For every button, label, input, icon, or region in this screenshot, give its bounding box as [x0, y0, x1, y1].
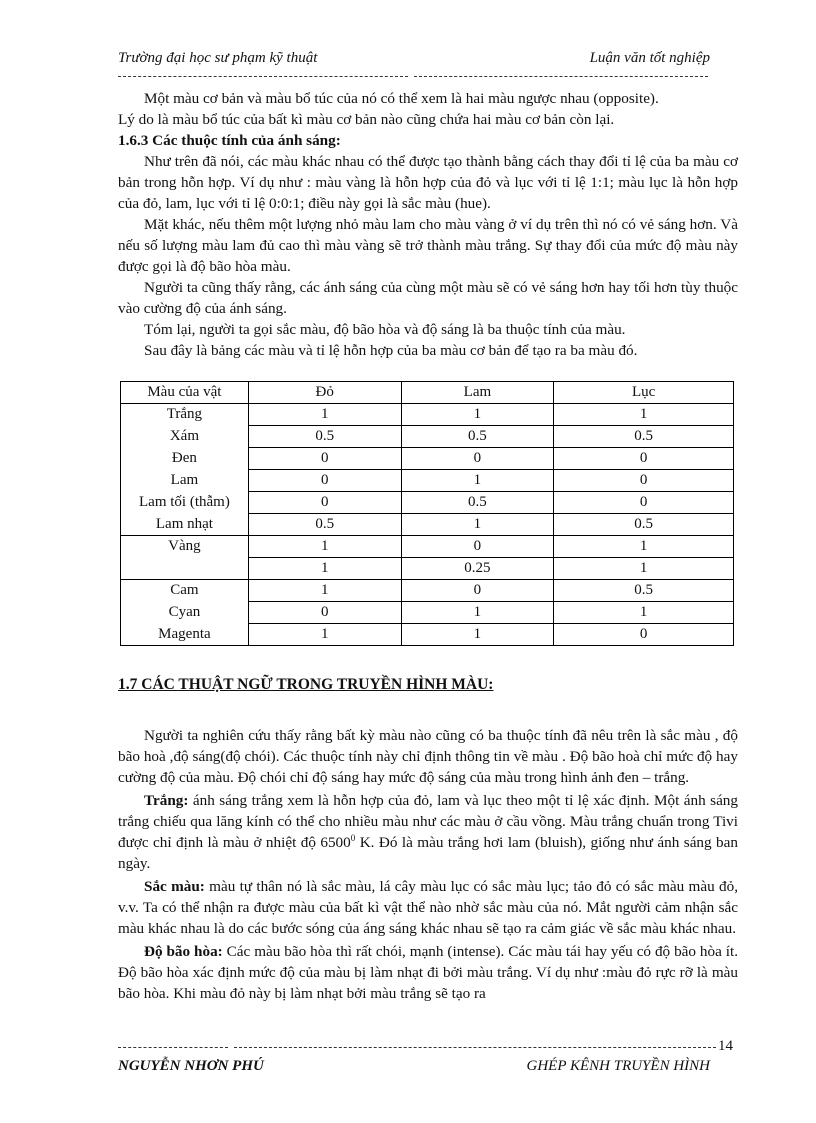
table-row	[121, 492, 734, 514]
color-mix-table	[120, 381, 734, 646]
table-cell-name: Lam tối (thẫm)	[121, 492, 249, 514]
table-row	[121, 404, 734, 426]
paragraph-trang	[118, 790, 738, 874]
table-cell-name: Đen	[121, 448, 249, 470]
paragraph: Một màu cơ bản và màu bổ túc của nó có thể xem là hai màu ngược nhau (opposite).	[144, 90, 659, 107]
table-cell: 1	[554, 404, 734, 426]
table-cell-name: Vàng	[121, 536, 249, 558]
paragraph: Người ta nghiên cứu thấy rằng bất kỳ màu nào cũng có ba thuộc tính đã nêu trên là sắc màu , độ bão hoà ,độ sáng(độ chói). Các thuộc tính này chỉ định thông tin về màu . Độ bão hoà chỉ mức độ hay cường độ của màu. Độ chói chỉ độ sáng hay mức độ sáng của màu trong hình ảnh đen – trắng.	[118, 727, 738, 786]
table-cell-name	[121, 558, 249, 580]
trang-text-a: ánh sáng trắng xem là hỗn hợp của đỏ, lam và lục theo một tỉ lệ xác định. Một ánh sáng trắng chiếu qua lăng kính có thể cho nhiều màu như các màu ở cầu vồng. Màu trắng chuẩn trong Tivi được chỉ định là màu ở nhiệt độ 6500	[118, 792, 738, 851]
table-cell: 0	[401, 580, 554, 602]
table-cell: 0	[401, 448, 554, 470]
paragraph: Như trên đã nói, các màu khác nhau có thể được tạo thành bằng cách thay đổi tỉ lệ của ba màu cơ bản trong hỗn hợp. Ví dụ như : màu vàng là hỗn hợp của đỏ và lục với tỉ lệ 1:1; màu lục là hỗn hợp của đỏ, lam, lục với tỉ lệ 0:0:1; điều này gọi là sắc màu (hue).	[118, 153, 738, 212]
degree-superscript: 0	[350, 832, 356, 843]
table-cell-name: Magenta	[121, 624, 249, 646]
table-cell-name: Cyan	[121, 602, 249, 624]
table-cell-name: Lam	[121, 470, 249, 492]
table-cell: 1	[554, 602, 734, 624]
paragraph: Lý do là màu bổ túc của bất kì màu cơ bản nào cũng chứa hai màu cơ bản còn lại.	[118, 111, 615, 128]
table-cell: 1	[401, 602, 554, 624]
table-cell: 1	[401, 470, 554, 492]
header-school: Trường đại học sư phạm kỹ thuật	[118, 50, 318, 66]
header-thesis: Luận văn tốt nghiệp	[589, 50, 710, 66]
table-cell: 0.5	[401, 492, 554, 514]
table-cell: 1	[554, 536, 734, 558]
table-cell-name: Xám	[121, 426, 249, 448]
footer-rule-right	[234, 1047, 716, 1048]
table-cell-name: Lam nhạt	[121, 514, 249, 536]
table-cell: 0.5	[248, 426, 401, 448]
page-number: 14	[718, 1038, 733, 1054]
header-rule-right	[414, 76, 708, 77]
table-cell: 0	[248, 470, 401, 492]
table-cell: 1	[401, 404, 554, 426]
section-heading-17: 1.7 CÁC THUẬT NGỮ TRONG TRUYỀN HÌNH MÀU:	[118, 676, 494, 693]
sac-mau-text: màu tự thân nó là sắc màu, lá cây màu lục có sắc màu lục; tảo đỏ có sắc màu màu đỏ, v.v. Ta có thể nhận ra được màu của bất kì vật thể nào nhờ sắc màu của nó. Mắt người cảm nhận sắc màu khác nhau là do các bước sóng của áng sáng khác nhau sẽ tạo ra cảm giác về sắc màu khác nhau.	[118, 878, 738, 937]
table-cell: 1	[554, 558, 734, 580]
table-row	[121, 624, 734, 646]
table-cell: 0	[248, 448, 401, 470]
table-cell: 0.25	[401, 558, 554, 580]
term-trang: Trắng:	[144, 792, 189, 809]
table-cell: 0.5	[554, 426, 734, 448]
paragraph-do-bao-hoa	[118, 941, 738, 1004]
table-header-cell: Lam	[401, 382, 554, 404]
table-cell: 0	[554, 492, 734, 514]
paragraph-sac-mau	[118, 876, 738, 939]
table-row	[121, 426, 734, 448]
table-cell: 0.5	[248, 514, 401, 536]
table-cell: 0	[554, 470, 734, 492]
table-cell: 0.5	[554, 580, 734, 602]
paragraph: Tóm lại, người ta gọi sắc màu, độ bão hòa và độ sáng là ba thuộc tính của màu.	[144, 321, 626, 338]
table-cell: 0.5	[401, 426, 554, 448]
table-cell: 1	[401, 624, 554, 646]
section-heading-163: 1.6.3 Các thuộc tính của ánh sáng:	[118, 132, 341, 149]
table-row	[121, 514, 734, 536]
table-header-cell: Lục	[554, 382, 734, 404]
table-cell: 0	[248, 492, 401, 514]
page-body	[118, 88, 738, 1004]
table-cell: 0.5	[554, 514, 734, 536]
table-cell: 1	[248, 536, 401, 558]
footer-title: GHÉP KÊNH TRUYỀN HÌNH	[526, 1058, 710, 1074]
table-cell: 0	[401, 536, 554, 558]
table-header-row	[121, 382, 734, 404]
table-cell-name: Cam	[121, 580, 249, 602]
term-do-bao-hoa: Độ bão hòa:	[144, 943, 223, 960]
table-cell: 1	[248, 580, 401, 602]
paragraph: Người ta cũng thấy rằng, các ánh sáng của cùng một màu sẽ có vẻ sáng hơn hay tối hơn tùy thuộc vào cường độ của ánh sáng.	[118, 279, 738, 317]
do-bao-hoa-text: Các màu bão hòa thì rất chói, mạnh (intense). Các màu tái hay yếu có độ bão hòa ít. Độ bão hòa xác định mức độ của màu bị làm nhạt đi bởi màu trắng. Ví dụ như :màu đỏ rực rỡ là màu bão hòa. Khi màu đỏ này bị làm nhạt bởi màu trắng sẽ tạo ra	[118, 943, 739, 1002]
table-row	[121, 602, 734, 624]
table-row	[121, 580, 734, 602]
term-sac-mau: Sắc màu:	[144, 878, 205, 895]
table-cell: 0	[554, 448, 734, 470]
table-cell: 1	[401, 514, 554, 536]
table-header-cell: Màu của vật	[121, 382, 249, 404]
table-row	[121, 558, 734, 580]
footer-author: NGUYỄN NHƠN PHÚ	[118, 1058, 264, 1074]
paragraph: Mặt khác, nếu thêm một lượng nhỏ màu lam cho màu vàng ở ví dụ trên thì nó có vẻ sáng hơn. Và nếu số lượng màu lam đủ cao thì màu vàng sẽ trở thành màu trắng. Sự thay đổi của mức độ màu này được gọi là độ bão hòa màu.	[118, 216, 738, 275]
table-cell: 1	[248, 404, 401, 426]
header-rule-left	[118, 76, 408, 77]
table-cell-name: Trắng	[121, 404, 249, 426]
table-cell: 1	[248, 558, 401, 580]
footer-rule-left	[118, 1047, 228, 1048]
table-cell: 1	[248, 624, 401, 646]
table-header-cell: Đỏ	[248, 382, 401, 404]
table-cell: 0	[248, 602, 401, 624]
trang-text-b: K. Đó là màu trắng hơi lam (bluish), giống như ánh sáng ban ngày.	[118, 834, 738, 872]
table-row	[121, 448, 734, 470]
table-cell: 0	[554, 624, 734, 646]
table-row	[121, 536, 734, 558]
table-row	[121, 470, 734, 492]
paragraph: Sau đây là bảng các màu và tỉ lệ hỗn hợp của ba màu cơ bản để tạo ra ba màu đó.	[144, 342, 638, 359]
